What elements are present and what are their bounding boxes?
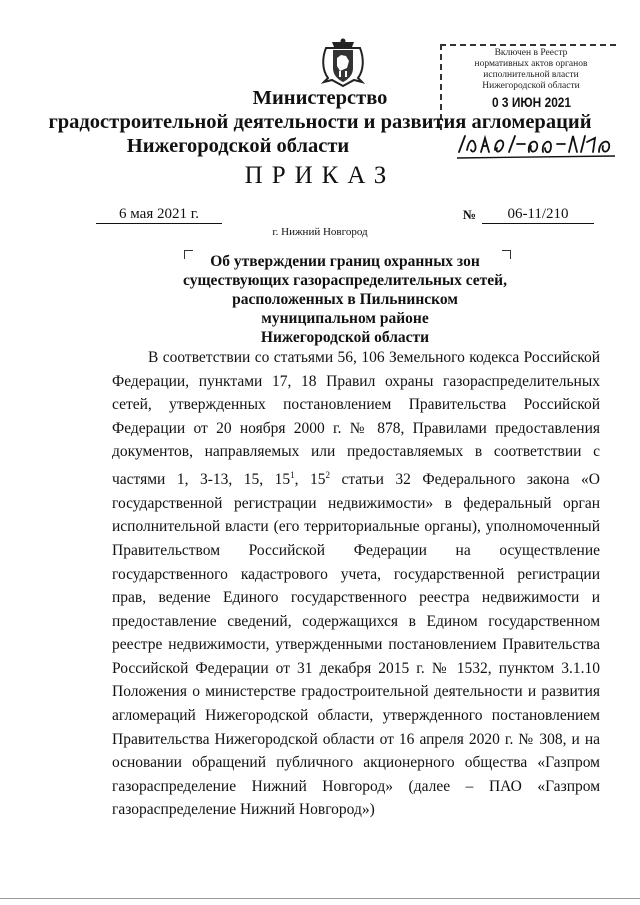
document-date: 6 мая 2021 г. [96, 205, 222, 224]
stamp-date: 0 3 ИЮН 2021 [492, 94, 572, 110]
document-number: 06-11/210 [482, 205, 594, 224]
document-type-title: ПРИКАЗ [244, 162, 396, 189]
superscript-1: 1 [290, 469, 295, 480]
ministry-name-line-2: градостроительной деятельности и развития агломераций [48, 111, 592, 133]
superscript-2: 2 [325, 469, 330, 480]
body-paragraph [112, 346, 600, 822]
stamp-line-2: нормативных актов органов [474, 59, 588, 69]
page-bottom-edge [0, 898, 640, 899]
ministry-name-line-1: Министерство [252, 87, 388, 109]
stamp-line-3: исполнительной власти [483, 70, 579, 80]
body-text-part-1: В соответствии со статьями 56, 106 Земельного кодекса Российской Федерации, пунктами 17, 18 Правил охраны газораспределительных сетей, утвержденных постановлением Правительства Российской Федерации от 20 ноября 2000 г. № 878, Правилами предоставления документов, направляемых или предоставляемых в соответствии с частями 1, 3-13, 15, 15 [112, 349, 600, 489]
coat-of-arms-emblem [318, 38, 368, 88]
body-text-part-2: , 15 [294, 471, 326, 489]
title-line-3: расположенных в Пильнинском [232, 291, 458, 308]
stamp-line-4: Нижегородской области [482, 81, 580, 91]
title-line-4: муниципальном районе [261, 310, 429, 327]
order-title [150, 252, 540, 347]
title-line-2: существующих газораспределительных сетей, [183, 272, 507, 289]
body-text-part-3: статьи 32 Федерального закона «О государственной регистрации недвижимости» в федеральный орган исполнительной власти (его территориальные органы), уполномоченный Правительством Российской Федерации на осуществление государственного кадастрового учета, государственной регистрации прав, ведение Единого государственного реестра недвижимости и предоставление сведений, содержащихся в Едином государственном реестре недвижимости, утвержденными постановлением Правительства Российской Федерации от 31 декабря 2015 г. № 1532, пунктом 3.1.10 Положения о министерстве градостроительной деятельности и развития агломераций Нижегородской области, утвержденного постановлением Правительства Нижегородской области от 16 апреля 2020 г. № 308, и на основании обращений публичного акционерного общества «Газпром газораспределение Нижний Новгород» (далее – ПАО «Газпром газораспределение Нижний Новгород») [112, 471, 600, 819]
title-line-5: Нижегородской области [260, 329, 430, 346]
city-name: г. Нижний Новгород [272, 226, 368, 238]
stamp-line-1: Включен в Реестр [494, 48, 568, 58]
handwritten-registration-number [455, 126, 620, 162]
ministry-name-line-3: Нижегородской области [126, 135, 350, 157]
title-line-1: Об утверждении границ охранных зон [210, 253, 480, 270]
number-sign: № [463, 207, 477, 222]
